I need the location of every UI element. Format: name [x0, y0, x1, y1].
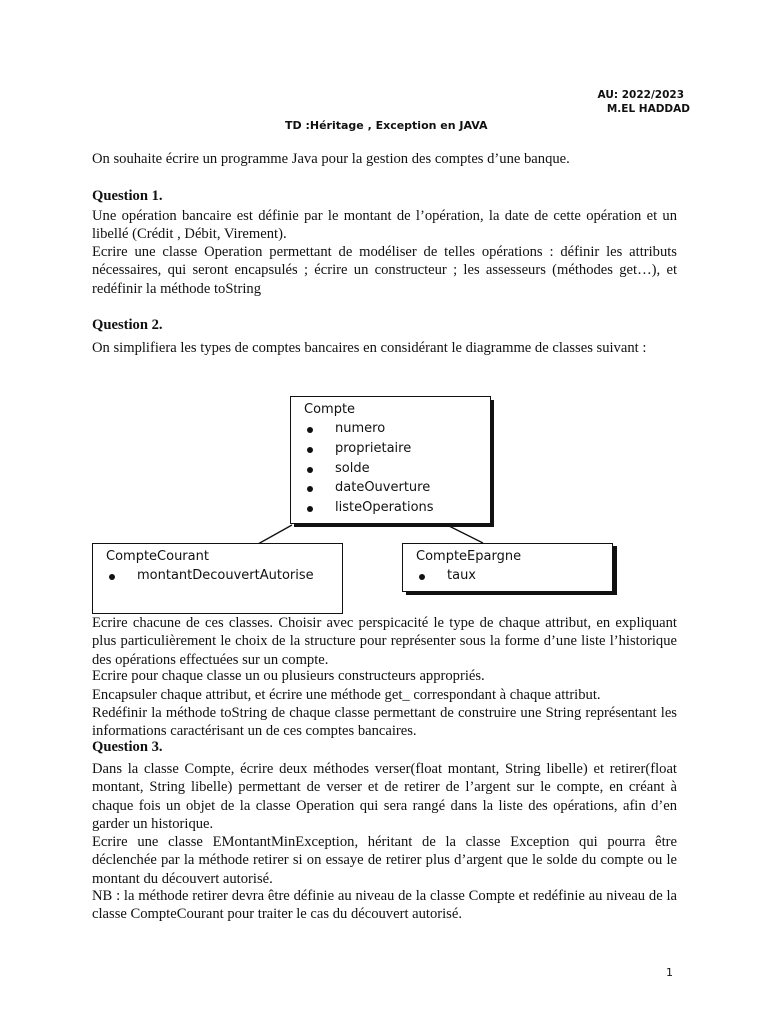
question-3-paragraph-1: Dans la classe Compte, écrire deux méthodes verser(float montant, String libelle) et retirer(float montant, String libelle) permettant de verser et de retirer de l’argent sur le compte, en créant à chaque fois un objet de la classe Operation qui sera rangé dans la liste des opérations, afin d’en garder un historique. — [92, 761, 677, 833]
class-compte-epargne-name: CompteEpargne — [416, 549, 522, 564]
question-2-paragraph-3: Ecrire pour chaque classe un ou plusieurs constructeurs appropriés. — [92, 668, 485, 684]
class-compte-courant-attributes — [106, 566, 342, 586]
class-compte-courant — [92, 543, 343, 614]
question-1-heading: Question 1. — [92, 188, 163, 204]
class-compte-attributes — [304, 419, 490, 518]
class-compte-epargne-attributes — [416, 566, 612, 586]
question-1-paragraph-1: Une opération bancaire est définie par le montant de l’opération, la date de cette opération et un libellé (Crédit , Débit, Virement). — [92, 208, 677, 243]
author: M.EL HADDAD — [606, 103, 690, 115]
question-3-paragraph-2: Ecrire une classe EMontantMinException, héritant de la classe Exception qui pourra être déclenchée par la méthode retirer si on essaye de retirer plus d’argent que le solde du compte ou le montant du découvert autorisé. — [92, 834, 677, 887]
class-compte-name: Compte — [304, 402, 356, 417]
bullet-icon — [307, 467, 313, 473]
bullet-icon — [109, 574, 115, 580]
bullet-icon — [307, 427, 313, 433]
question-3-heading: Question 3. — [92, 739, 163, 755]
question-2-paragraph-2: Ecrire chacune de ces classes. Choisir avec perspicacité le type de chaque attribut, en expliquant plus particulièrement le choix de la structure pour représenter sous la forme d’une liste l’historique des opérations effectuées sur un compte. — [92, 615, 677, 668]
attribute: taux — [416, 566, 612, 586]
class-compte-epargne — [402, 543, 613, 592]
document-title: TD :Héritage , Exception en JAVA — [285, 119, 488, 132]
question-3-paragraph-3: NB : la méthode retirer devra être définie au niveau de la classe Compte et redéfinie au niveau de la classe CompteCourant pour traiter le cas du découvert autorisé. — [92, 888, 677, 923]
academic-year: AU: 2022/2023 — [597, 89, 684, 101]
bullet-icon — [419, 574, 425, 580]
question-2-heading: Question 2. — [92, 317, 163, 333]
question-2-paragraph-4: Encapsuler chaque attribut, et écrire une méthode get_ correspondant à chaque attribut. — [92, 687, 601, 703]
attribute: numero — [304, 419, 490, 439]
attribute: solde — [304, 459, 490, 479]
question-2-paragraph-5: Redéfinir la méthode toString de chaque classe permettant de construire une String représentant les informations caractérisant un de ces comptes bancaires. — [92, 705, 677, 740]
intro-paragraph: On souhaite écrire un programme Java pour la gestion des comptes d’une banque. — [92, 151, 570, 167]
attribute: dateOuverture — [304, 478, 490, 498]
class-compte — [290, 396, 491, 524]
attribute: listeOperations — [304, 498, 490, 518]
question-1-paragraph-2: Ecrire une classe Operation permettant de modéliser de telles opérations : définir les attributs nécessaires, qui seront encapsulés ; écrire un constructeur ; les assesseurs (méthodes get…), et redéfinir la méthode toString — [92, 244, 677, 297]
inheritance-line-courant — [258, 525, 292, 544]
bullet-icon — [307, 447, 313, 453]
page-number: 1 — [666, 966, 673, 979]
inheritance-line-epargne — [447, 525, 483, 543]
attribute: montantDecouvertAutorise — [106, 566, 342, 586]
question-2-paragraph-1: On simplifiera les types de comptes bancaires en considérant le diagramme de classes suivant : — [92, 340, 647, 356]
class-compte-courant-name: CompteCourant — [106, 549, 209, 564]
bullet-icon — [307, 506, 313, 512]
bullet-icon — [307, 486, 313, 492]
attribute: proprietaire — [304, 439, 490, 459]
